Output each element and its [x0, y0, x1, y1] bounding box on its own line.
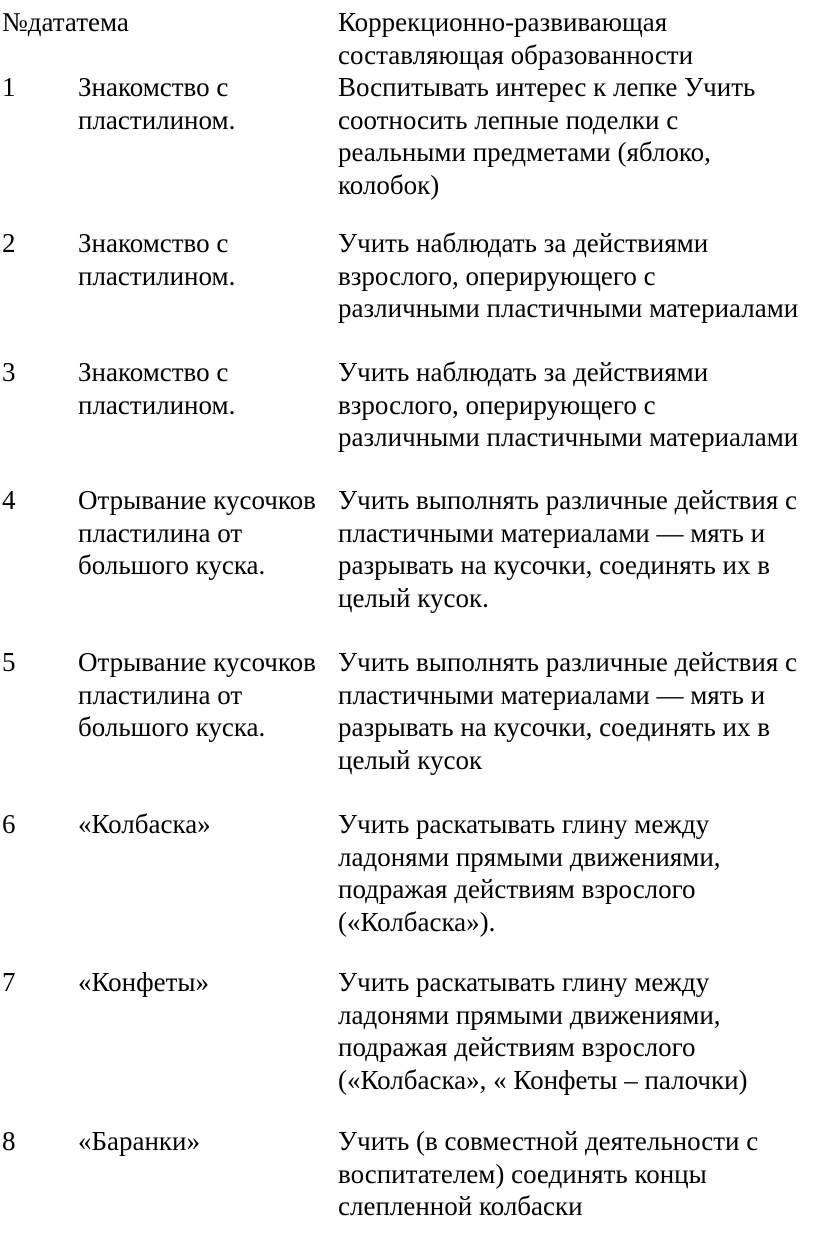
topic-line: Знакомство с — [78, 72, 229, 102]
description-line: Учить наблюдать за действиями — [338, 357, 709, 387]
topic-line: пластилином. — [78, 104, 236, 135]
table-header — [0, 6, 816, 72]
description-line: Учить раскатывать глину между — [338, 809, 710, 839]
topic-line: Отрывание кусочков — [78, 647, 316, 677]
row-description — [338, 71, 814, 201]
description-line: соотносить лепные поделки с — [338, 104, 679, 135]
description-line: реальными предметами (яблоко, — [338, 137, 711, 167]
description-line: слепленной колбаски — [338, 1191, 583, 1221]
topic-line: «Баранки» — [78, 1126, 200, 1156]
row-topic — [78, 646, 334, 744]
description-line: колобок) — [338, 169, 440, 200]
topic-line: Знакомство с — [78, 357, 229, 387]
topic-line: Отрывание кусочков — [78, 485, 316, 515]
row-number: 3 — [2, 357, 16, 387]
row-number: 7 — [2, 967, 16, 997]
row-description — [338, 227, 814, 325]
row-topic — [78, 227, 334, 292]
description-line: различными пластичными материалами — [338, 293, 799, 323]
row-topic — [78, 808, 334, 841]
topic-line: пластилином. — [78, 389, 236, 420]
description-line: целый кусок. — [338, 582, 489, 613]
description-line: целый кусок — [338, 744, 483, 775]
description-line: разрывать на кусочки, соединять их в — [338, 712, 770, 742]
description-line: Учить (в совместной деятельности с — [338, 1126, 759, 1156]
description-line: Учить наблюдать за действиями — [338, 228, 709, 258]
description-line: пластичными материалами — мять и — [338, 517, 766, 548]
row-number: 1 — [2, 72, 16, 102]
description-line: Воспитывать интерес к лепке Учить — [338, 72, 756, 102]
topic-line: большого куска. — [78, 712, 266, 742]
header-right-line: Коррекционно-развивающая — [338, 7, 668, 37]
description-line: ладонями прямыми движениями, — [338, 841, 721, 872]
header-correction-component — [338, 6, 814, 71]
description-line: («Колбаска», « Конфеты – палочки) — [338, 1064, 748, 1095]
row-topic — [78, 1125, 334, 1158]
description-line: различными пластичными материалами — [338, 422, 799, 452]
row-number: 8 — [2, 1126, 16, 1156]
row-description — [338, 484, 814, 614]
description-line: ладонями прямыми движениями, — [338, 999, 721, 1030]
topic-line: пластилином. — [78, 260, 236, 291]
topic-line: «Конфеты» — [78, 967, 210, 997]
row-description — [338, 966, 814, 1096]
row-topic — [78, 966, 334, 999]
description-line: взрослого, оперирующего с — [338, 389, 656, 420]
description-line: пластичными материалами — мять и — [338, 679, 766, 710]
row-number: 5 — [2, 647, 16, 677]
row-number: 2 — [2, 228, 16, 258]
description-line: взрослого, оперирующего с — [338, 260, 656, 291]
header-number-date-topic: №дататема — [2, 7, 129, 37]
topic-line: Знакомство с — [78, 228, 229, 258]
topic-line: большого куска. — [78, 550, 266, 580]
row-description — [338, 646, 814, 776]
row-number: 6 — [2, 809, 16, 839]
description-line: подражая действиям взрослого — [338, 874, 696, 904]
description-line: подражая действиям взрослого — [338, 1032, 696, 1062]
row-number: 4 — [2, 485, 16, 515]
row-topic — [78, 71, 334, 136]
row-description — [338, 808, 814, 938]
description-line: Учить выполнять различные действия с — [338, 485, 797, 515]
description-line: воспитателем) соединять концы — [338, 1158, 707, 1189]
topic-line: пластилина от — [78, 517, 243, 548]
row-description — [338, 1125, 814, 1223]
description-line: Учить выполнять различные действия с — [338, 647, 797, 677]
description-line: Учить раскатывать глину между — [338, 967, 710, 997]
row-topic — [78, 356, 334, 421]
row-description — [338, 356, 814, 454]
row-topic — [78, 484, 334, 582]
topic-line: пластилина от — [78, 679, 243, 710]
header-right-line: составляющая образованности — [338, 39, 694, 70]
description-line: («Колбаска»). — [338, 906, 496, 937]
description-line: разрывать на кусочки, соединять их в — [338, 550, 770, 580]
topic-line: «Колбаска» — [78, 809, 211, 839]
